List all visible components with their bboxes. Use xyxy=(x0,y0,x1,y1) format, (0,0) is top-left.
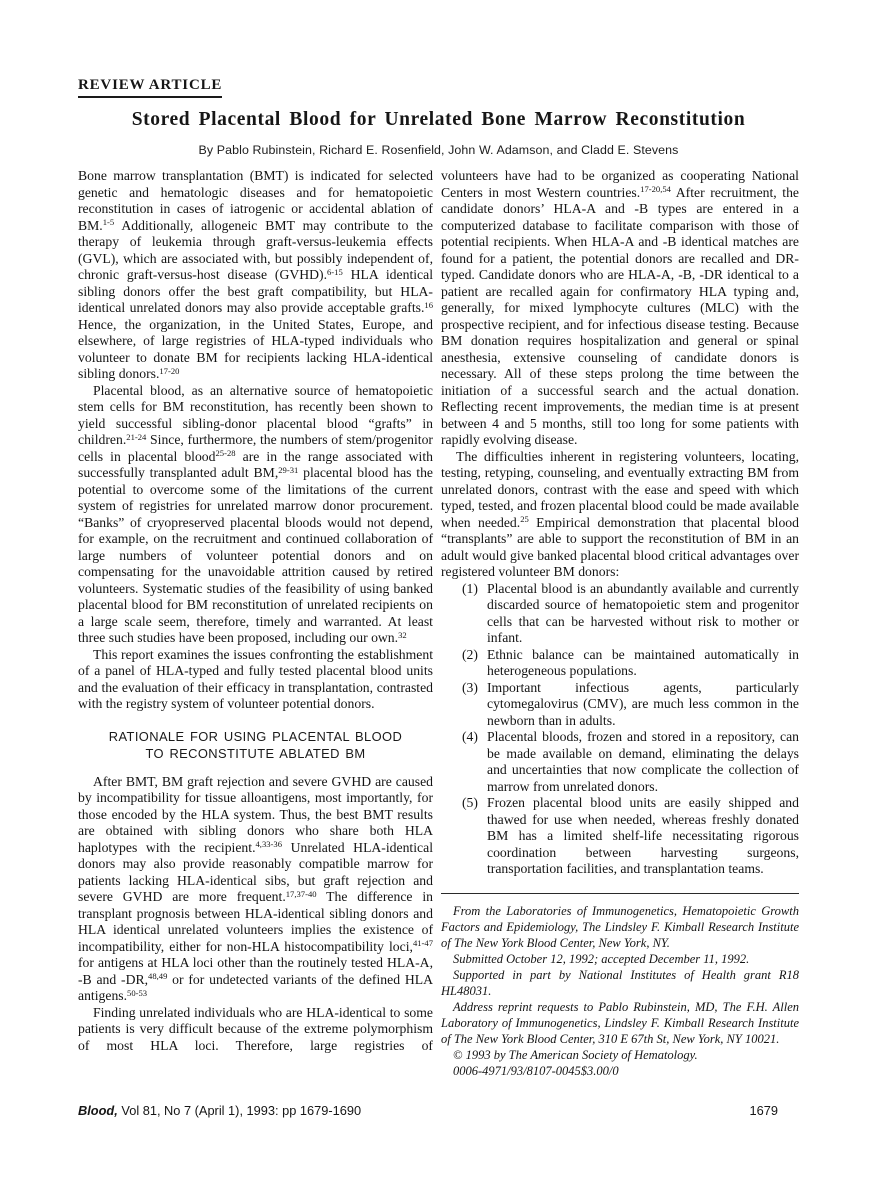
list-item-text: Ethnic balance can be maintained automatically in heterogeneous populations. xyxy=(487,646,799,678)
footnote-grant-support: Supported in part by National Institutes of Health grant R18 HL48031. xyxy=(441,967,799,998)
numbered-list-item xyxy=(441,680,799,730)
page-number: 1679 xyxy=(749,1103,778,1118)
article-header xyxy=(78,76,799,157)
numbered-list-item xyxy=(441,795,799,878)
list-item-text: Frozen placental blood units are easily shipped and thawed for use when needed, whereas freshly donated BM has a limited shelf-life necessitating rigorous coordination between harvesting surgeons, transportation facilities, and transplantation teams. xyxy=(487,795,799,876)
list-item-text: Placental blood is an abundantly available and currently discarded source of hematopoietic stem and progenitor cells that can be harvested without risk to mother or infant. xyxy=(487,580,799,645)
paragraph: Placental blood, as an alternative source of hematopoietic stem cells for BM reconstitution, has recently been shown to yield successful sibling-donor placental blood “grafts” in children.$^{21-24}$ Since, furthermore, the numbers of stem/progenitor cells in placental blood$^{25-28}$ are in the range associated with successfully transplanted adult BM,$^{29-31}$ placental blood has the potential to overcome some of the limitations of the current system of registries for unrelated marrow donor procurement. “Banks” of cryopreserved placental bloods would not depend, for example, on the recruitment and continued collaboration of large numbers of volunteer potential donors and on compensating for the unavoidable attrition caused by retired volunteers. Systematic studies of the feasibility of using banked placental blood for BM reconstitution of unrelated recipients on a large scale seem, therefore, timely and warranted. At least three such studies have been proposed, including our own.$^{32}$ xyxy=(78,382,433,645)
list-item-number: (3) xyxy=(462,679,478,695)
footnote-article-code: 0006-4971/93/8107-0045$3.00/0 xyxy=(453,1064,619,1079)
page-footer xyxy=(78,1103,799,1118)
footnote-block xyxy=(441,893,799,1080)
footnote-submission-dates: Submitted October 12, 1992; accepted December 11, 1992. xyxy=(453,951,750,966)
list-item-number: (1) xyxy=(462,580,478,596)
list-item-number: (5) xyxy=(462,795,478,810)
paragraph: After BMT, BM graft rejection and severe GVHD are caused by incompatibility for tissue alloantigens, most importantly, for those encoded by the HLA system. Thus, the best BMT results are obtained with sibling donors who share both HLA haplotypes with the recipient.$^{4,33-36}$ Unrelated HLA-identical donors may also provide reasonably compatible marrow for patients lacking HLA-identical sibs, but graft rejection and severe GVHD are more frequent.$^{17,37-40}$ The difference in transplant prognosis between HLA-identical sibling donors and HLA identical unrelated volunteers implies the existence of incompatibility, either for non-HLA histocompatibility loci,$^{41-47}$ for antigens at HLA loci other than the routinely tested HLA-A, -B and -DR,$^{48,49}$ or for undetected variants of the defined HLA antigens.$^{50-53}$ xyxy=(78,773,433,1003)
numbered-list-item xyxy=(441,581,799,647)
article-type-row xyxy=(78,76,799,98)
numbered-list-item xyxy=(441,647,799,680)
list-item-text: Placental bloods, frozen and stored in a repository, can be made available on demand, eliminating the delays and uncertainties that now complicate the collection of marrow from unrelated donors. xyxy=(487,729,799,794)
footnote-affiliation: From the Laboratories of Immunogenetics, Hematopoietic Growth Factors and Epidemiology, The Lindsley F. Kimball Research Institute of The New York Blood Center, New York, NY. xyxy=(441,903,799,950)
section-heading-line: TO RECONSTITUTE ABLATED BM xyxy=(145,746,366,761)
article-type-label: REVIEW ARTICLE xyxy=(78,77,222,98)
list-item-number: (4) xyxy=(462,729,478,744)
numbered-list xyxy=(441,581,799,878)
paragraph: The difficulties inherent in registering volunteers, locating, testing, retyping, counseling, and eventually extracting BM from unrelated donors, contrast with the ease and speed with which typed, tested, and frozen placental blood could be made available when needed.$^{25}$ Empirical demonstration that placental blood “transplants” are able to support the reconstitution of BM in an adult would give banked placental blood critical advantages over registered volunteer BM donors: xyxy=(441,448,799,579)
footnote-copyright: © 1993 by The American Society of Hematology. xyxy=(453,1048,698,1063)
left-column xyxy=(78,168,433,1054)
paragraph: volunteers have had to be organized as cooperating National Centers in most Western countries.$^{17-20,54}$ After recruitment, the candidate donors’ HLA-A and -B types are entered in a computerized database to facilitate comparison with those of potential recipients. When HLA-A and -B identical matches are found for a patient, the potential donors are recalled and DR-typed. Candidate donors who are HLA-A, -B, -DR identical to a patient are recalled again for confirmatory HLA typing and, generally, for mixed lymphocyte cultures (MLC) with the prospective recipient, and for infectious disease testing. Because BM donation requires hospitalization and general or spinal anesthesia, extensive counseling of candidate donors is necessary. All of these steps prolong the time between the initiation of a successful search and the actual donation. Reflecting recent improvements, the median time is at present between 4 and 5 months, still too long for some patients with rapidly evolving disease. xyxy=(441,168,799,447)
article-title: Stored Placental Blood for Unrelated Bone Marrow Reconstitution xyxy=(131,109,746,130)
paragraph: This report examines the issues confronting the establishment of a panel of HLA-typed and fully tested placental blood units and the evaluation of their efficacy in transplantation, contrasted with the registry system of volunteer potential donors. xyxy=(78,646,433,711)
footnote-divider xyxy=(441,893,799,894)
section-heading xyxy=(78,728,433,763)
footnote-reprint-address: Address reprint requests to Pablo Rubinstein, MD, The F.H. Allen Laboratory of Immunogenetics, Lindsley F. Kimball Research Institute of The New York Blood Center, 310 E 67th St, New York, NY 10021. xyxy=(441,1000,799,1047)
journal-citation: Blood, Vol 81, No 7 (April 1), 1993: pp 1679-1690 xyxy=(78,1103,362,1118)
numbered-list-item xyxy=(441,729,799,795)
paragraph: Finding unrelated individuals who are HLA-identical to some patients is very difficult because of the extreme polymorphism of most HLA loci. Therefore, large registries of xyxy=(78,1004,433,1053)
right-column xyxy=(441,168,799,1080)
section-heading-line: RATIONALE FOR USING PLACENTAL BLOOD xyxy=(108,728,403,744)
paragraph: Bone marrow transplantation (BMT) is indicated for selected genetic and hematologic diseases and for hematopoietic reconstitution in cases of iatrogenic or accidental ablation of BM.$^{1-5}$ Additionally, allogeneic BMT may contribute to the therapy of leukemia through graft-versus-leukemia effects (GVL), which are associated with, but possibly independent of, chronic graft-versus-host disease (GVHD).$^{6-15}$ HLA identical sibling donors offer the best graft compatibility, but HLA-identical unrelated donors may also provide acceptable grafts.$^{16}$ Hence, the organization, in the United States, Europe, and elsewhere, of large registries of HLA-typed individuals who volunteer to donate BM for recipients lacking HLA-identical sibling donors.$^{17-20}$ xyxy=(78,168,434,381)
list-item-text: Important infectious agents, particularly cytomegalovirus (CMV), are much less common in the newborn than in adults. xyxy=(487,679,799,728)
list-item-number: (2) xyxy=(462,646,478,662)
byline: By Pablo Rubinstein, Richard E. Rosenfield, John W. Adamson, and Cladd E. Stevens xyxy=(198,143,679,157)
